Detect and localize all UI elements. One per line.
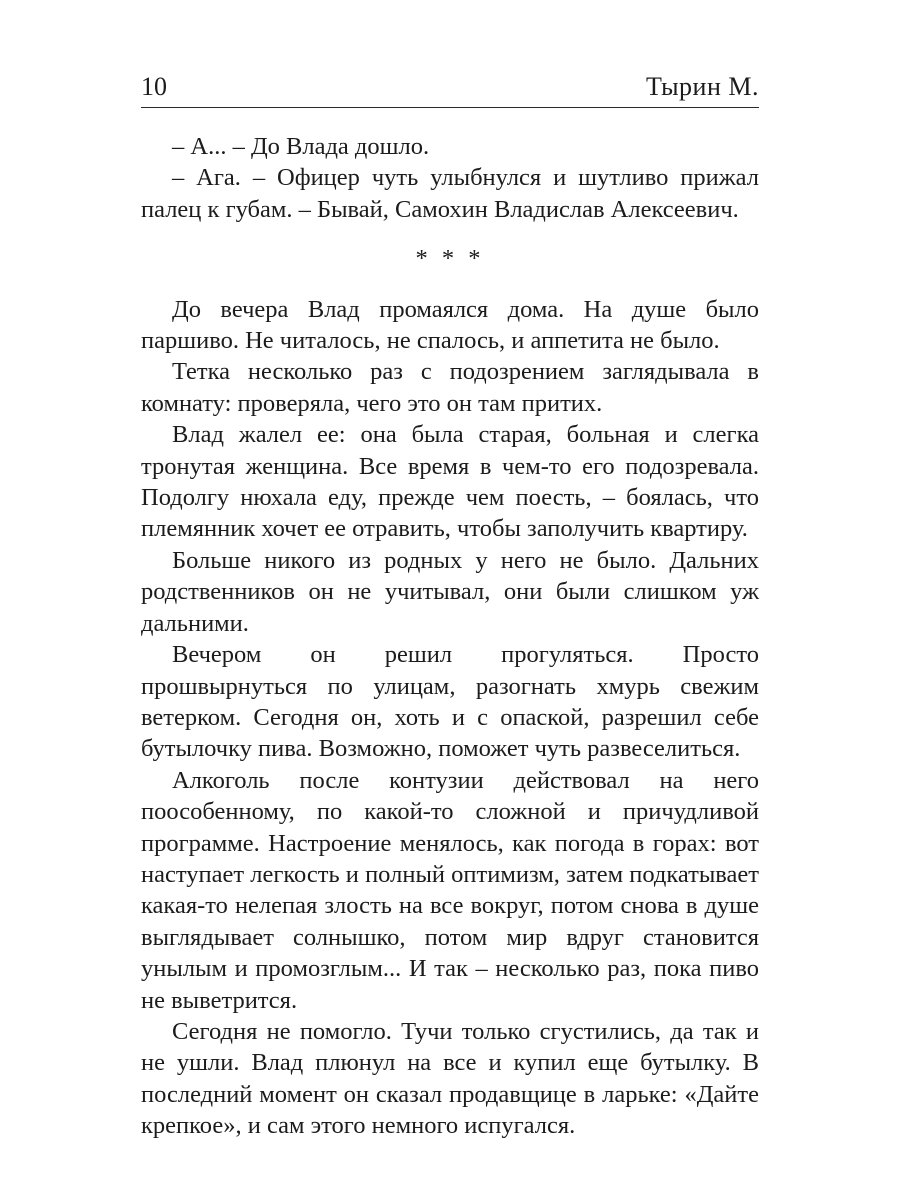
section-separator: * * * [415, 245, 485, 273]
paragraph: Влад жалел ее: она была старая, больная и слегка тронутая женщина. Все время в чем-то его подозревала. Подолгу нюхала еду, прежде чем поесть, – боялась, что племянник хочет ее отравить, чтобы заполучить квартиру. [141, 421, 759, 543]
paragraph: Алкоголь после контузии действовал на него поособенному, по какой-то сложной и причудливой программе. Настроение менялось, как погода в горах: вот наступает легкость и полный оптимизм, затем подкатывает какая-то нелепая злость на все вокруг, потом снова в душе выглядывает солнышко, потом мир вдруг становится унылым и промозглым... И так – несколько раз, пока пиво не выветрится. [141, 766, 759, 1014]
page-header [141, 72, 759, 106]
paragraph: Больше никого из родных у него не было. Дальних родственников он не учитывал, они были слишком уж дальними. [141, 546, 759, 637]
header-divider [141, 107, 759, 108]
paragraph: Сегодня не помогло. Тучи только сгустились, да так и не ушли. Влад плюнул на все и купил еще бутылку. В последний момент он сказал продавщице в ларьке: «Дайте крепкое», и сам этого немного испугался. [141, 1017, 759, 1140]
paragraph: Вечером он решил прогуляться. Просто прошвырнуться по улицам, разогнать хмурь свежим ветерком. Сегодня он, хоть и с опаской, разрешил себе бутылочку пива. Возможно, поможет чуть развеселиться. [141, 641, 759, 763]
paragraph: Тетка несколько раз с подозрением заглядывала в комнату: проверяла, чего это он там притих. [141, 358, 759, 417]
running-head-author: Тырин М. [645, 72, 759, 101]
page-number: 10 [141, 72, 167, 101]
paragraph: – Ага. – Офицер чуть улыбнулся и шутливо прижал палец к губам. – Бывай, Самохин Владислав Алексеевич. [141, 164, 759, 223]
paragraph: – А... – До Влада дошло. [172, 133, 430, 160]
body-text [141, 131, 759, 1142]
paragraph: До вечера Влад промаялся дома. На душе было паршиво. Не читалось, не спалось, и аппетита не было. [141, 295, 759, 355]
